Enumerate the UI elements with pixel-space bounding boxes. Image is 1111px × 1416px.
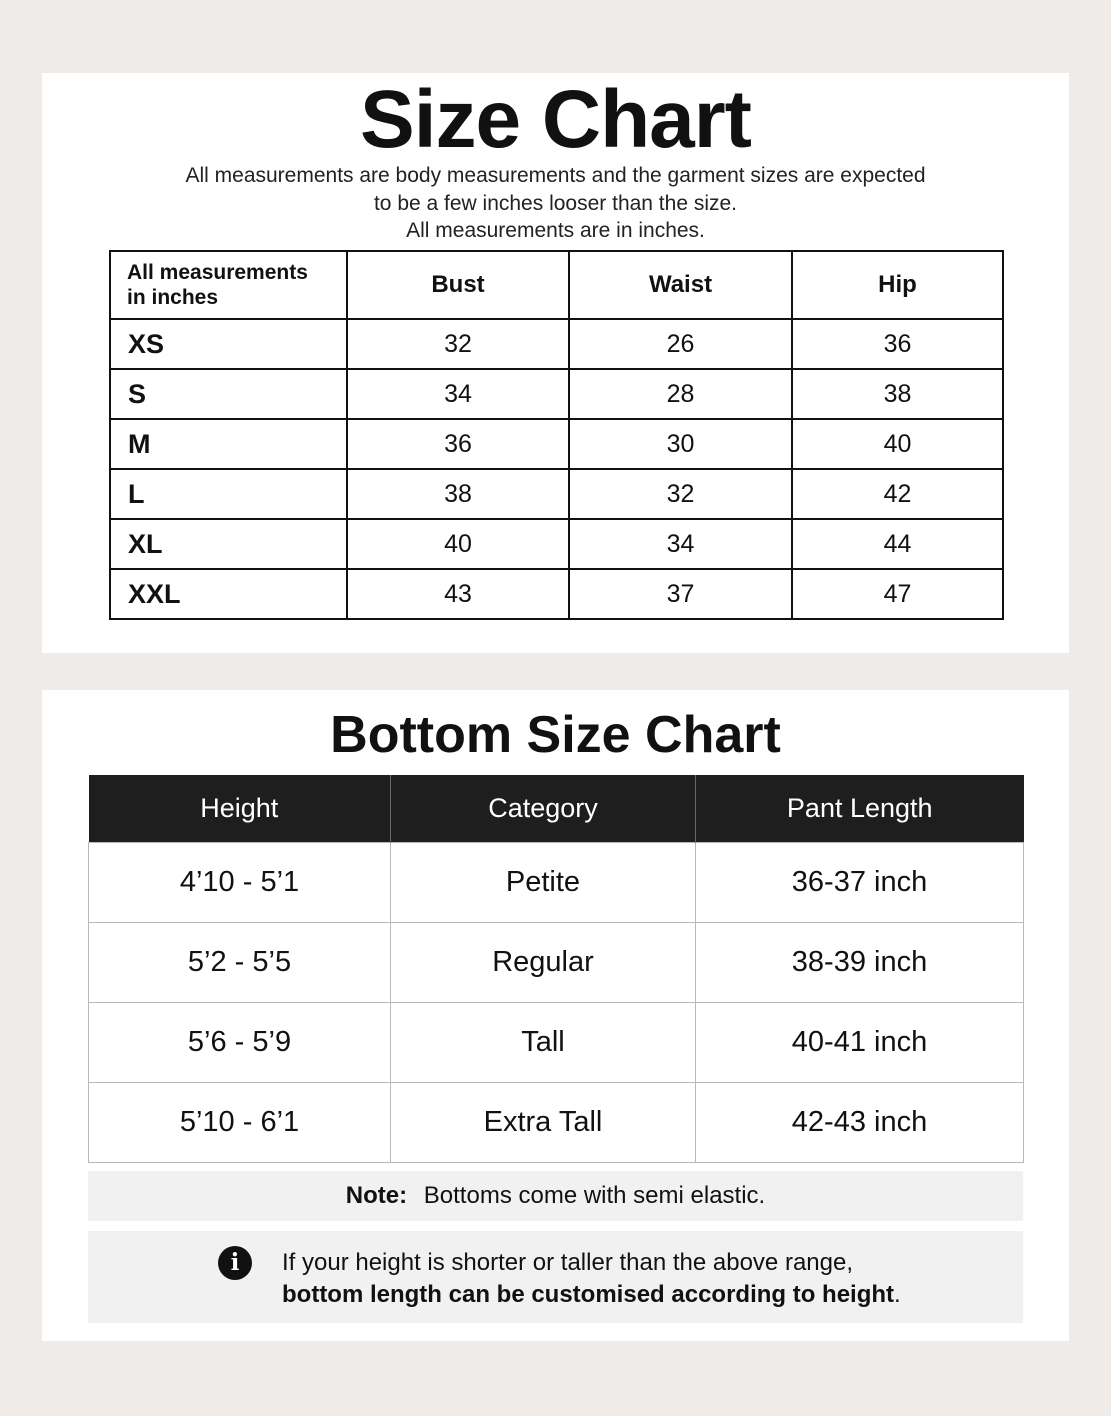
- waist-value: 34: [569, 519, 792, 569]
- info-bar: [88, 1231, 1023, 1323]
- pant-length-value: 38-39 inch: [696, 923, 1024, 1003]
- waist-value: 26: [569, 319, 792, 369]
- header-bust: Bust: [347, 251, 569, 319]
- bust-value: 36: [347, 419, 569, 469]
- table-row: [110, 519, 1003, 569]
- info-line-2-end: .: [894, 1281, 901, 1308]
- size-label: L: [110, 469, 347, 519]
- note-text: Bottoms come with semi elastic.: [423, 1182, 766, 1209]
- pant-length-value: 42-43 inch: [696, 1083, 1024, 1163]
- subtitle-line-2: to be a few inches looser than the size.: [373, 192, 738, 215]
- size-label: XXL: [110, 569, 347, 619]
- hip-value: 47: [792, 569, 1003, 619]
- hip-value: 44: [792, 519, 1003, 569]
- note-label: Note:: [345, 1182, 408, 1209]
- height-range: 5’6 - 5’9: [89, 1003, 391, 1083]
- size-label: XL: [110, 519, 347, 569]
- bust-value: 38: [347, 469, 569, 519]
- size-table: [109, 250, 1004, 620]
- header-label-line-2: in inches: [127, 286, 219, 309]
- subtitle-line-3: All measurements are in inches.: [406, 219, 705, 242]
- size-chart-panel: [42, 73, 1069, 653]
- table-row: [110, 569, 1003, 619]
- subtitle-line-1: All measurements are body measurements and the garment sizes are expected: [185, 164, 926, 187]
- table-row: [89, 1083, 1024, 1163]
- bottom-size-chart-panel: [42, 690, 1069, 1341]
- height-range: 5’10 - 6’1: [89, 1083, 391, 1163]
- bust-value: 34: [347, 369, 569, 419]
- size-label: S: [110, 369, 347, 419]
- table-row: [110, 419, 1003, 469]
- bottom-chart-title: Bottom Size Chart: [330, 706, 781, 764]
- waist-value: 37: [569, 569, 792, 619]
- size-label: XS: [110, 319, 347, 369]
- info-icon: i: [218, 1246, 252, 1280]
- header-pant-length: Pant Length: [696, 775, 1024, 843]
- bottom-size-table: [88, 775, 1024, 1163]
- header-height: Height: [89, 775, 391, 843]
- waist-value: 32: [569, 469, 792, 519]
- table-row: [110, 369, 1003, 419]
- size-chart-title: Size Chart: [360, 74, 751, 165]
- category-value: Regular: [391, 923, 696, 1003]
- hip-value: 38: [792, 369, 1003, 419]
- category-value: Extra Tall: [391, 1083, 696, 1163]
- bust-value: 43: [347, 569, 569, 619]
- height-range: 4’10 - 5’1: [89, 843, 391, 923]
- size-table-header-row: [110, 251, 1003, 319]
- pant-length-value: 36-37 inch: [696, 843, 1024, 923]
- category-value: Tall: [391, 1003, 696, 1083]
- bottom-table-header-row: [89, 775, 1024, 843]
- table-row: [89, 843, 1024, 923]
- header-measurements-label: [110, 251, 347, 319]
- size-label: M: [110, 419, 347, 469]
- header-label-line-1: All measurements: [127, 261, 308, 284]
- header-hip: Hip: [792, 251, 1003, 319]
- table-row: [89, 923, 1024, 1003]
- waist-value: 28: [569, 369, 792, 419]
- category-value: Petite: [391, 843, 696, 923]
- header-category: Category: [391, 775, 696, 843]
- info-line-1: If your height is shorter or taller than the above range,: [282, 1249, 853, 1276]
- table-row: [110, 319, 1003, 369]
- info-text: [282, 1247, 901, 1311]
- info-line-2-bold: bottom length can be customised according to height: [282, 1281, 895, 1308]
- header-waist: Waist: [569, 251, 792, 319]
- hip-value: 36: [792, 319, 1003, 369]
- note-bar: [88, 1171, 1023, 1221]
- bust-value: 40: [347, 519, 569, 569]
- table-row: [89, 1003, 1024, 1083]
- hip-value: 42: [792, 469, 1003, 519]
- table-row: [110, 469, 1003, 519]
- height-range: 5’2 - 5’5: [89, 923, 391, 1003]
- hip-value: 40: [792, 419, 1003, 469]
- bust-value: 32: [347, 319, 569, 369]
- waist-value: 30: [569, 419, 792, 469]
- pant-length-value: 40-41 inch: [696, 1003, 1024, 1083]
